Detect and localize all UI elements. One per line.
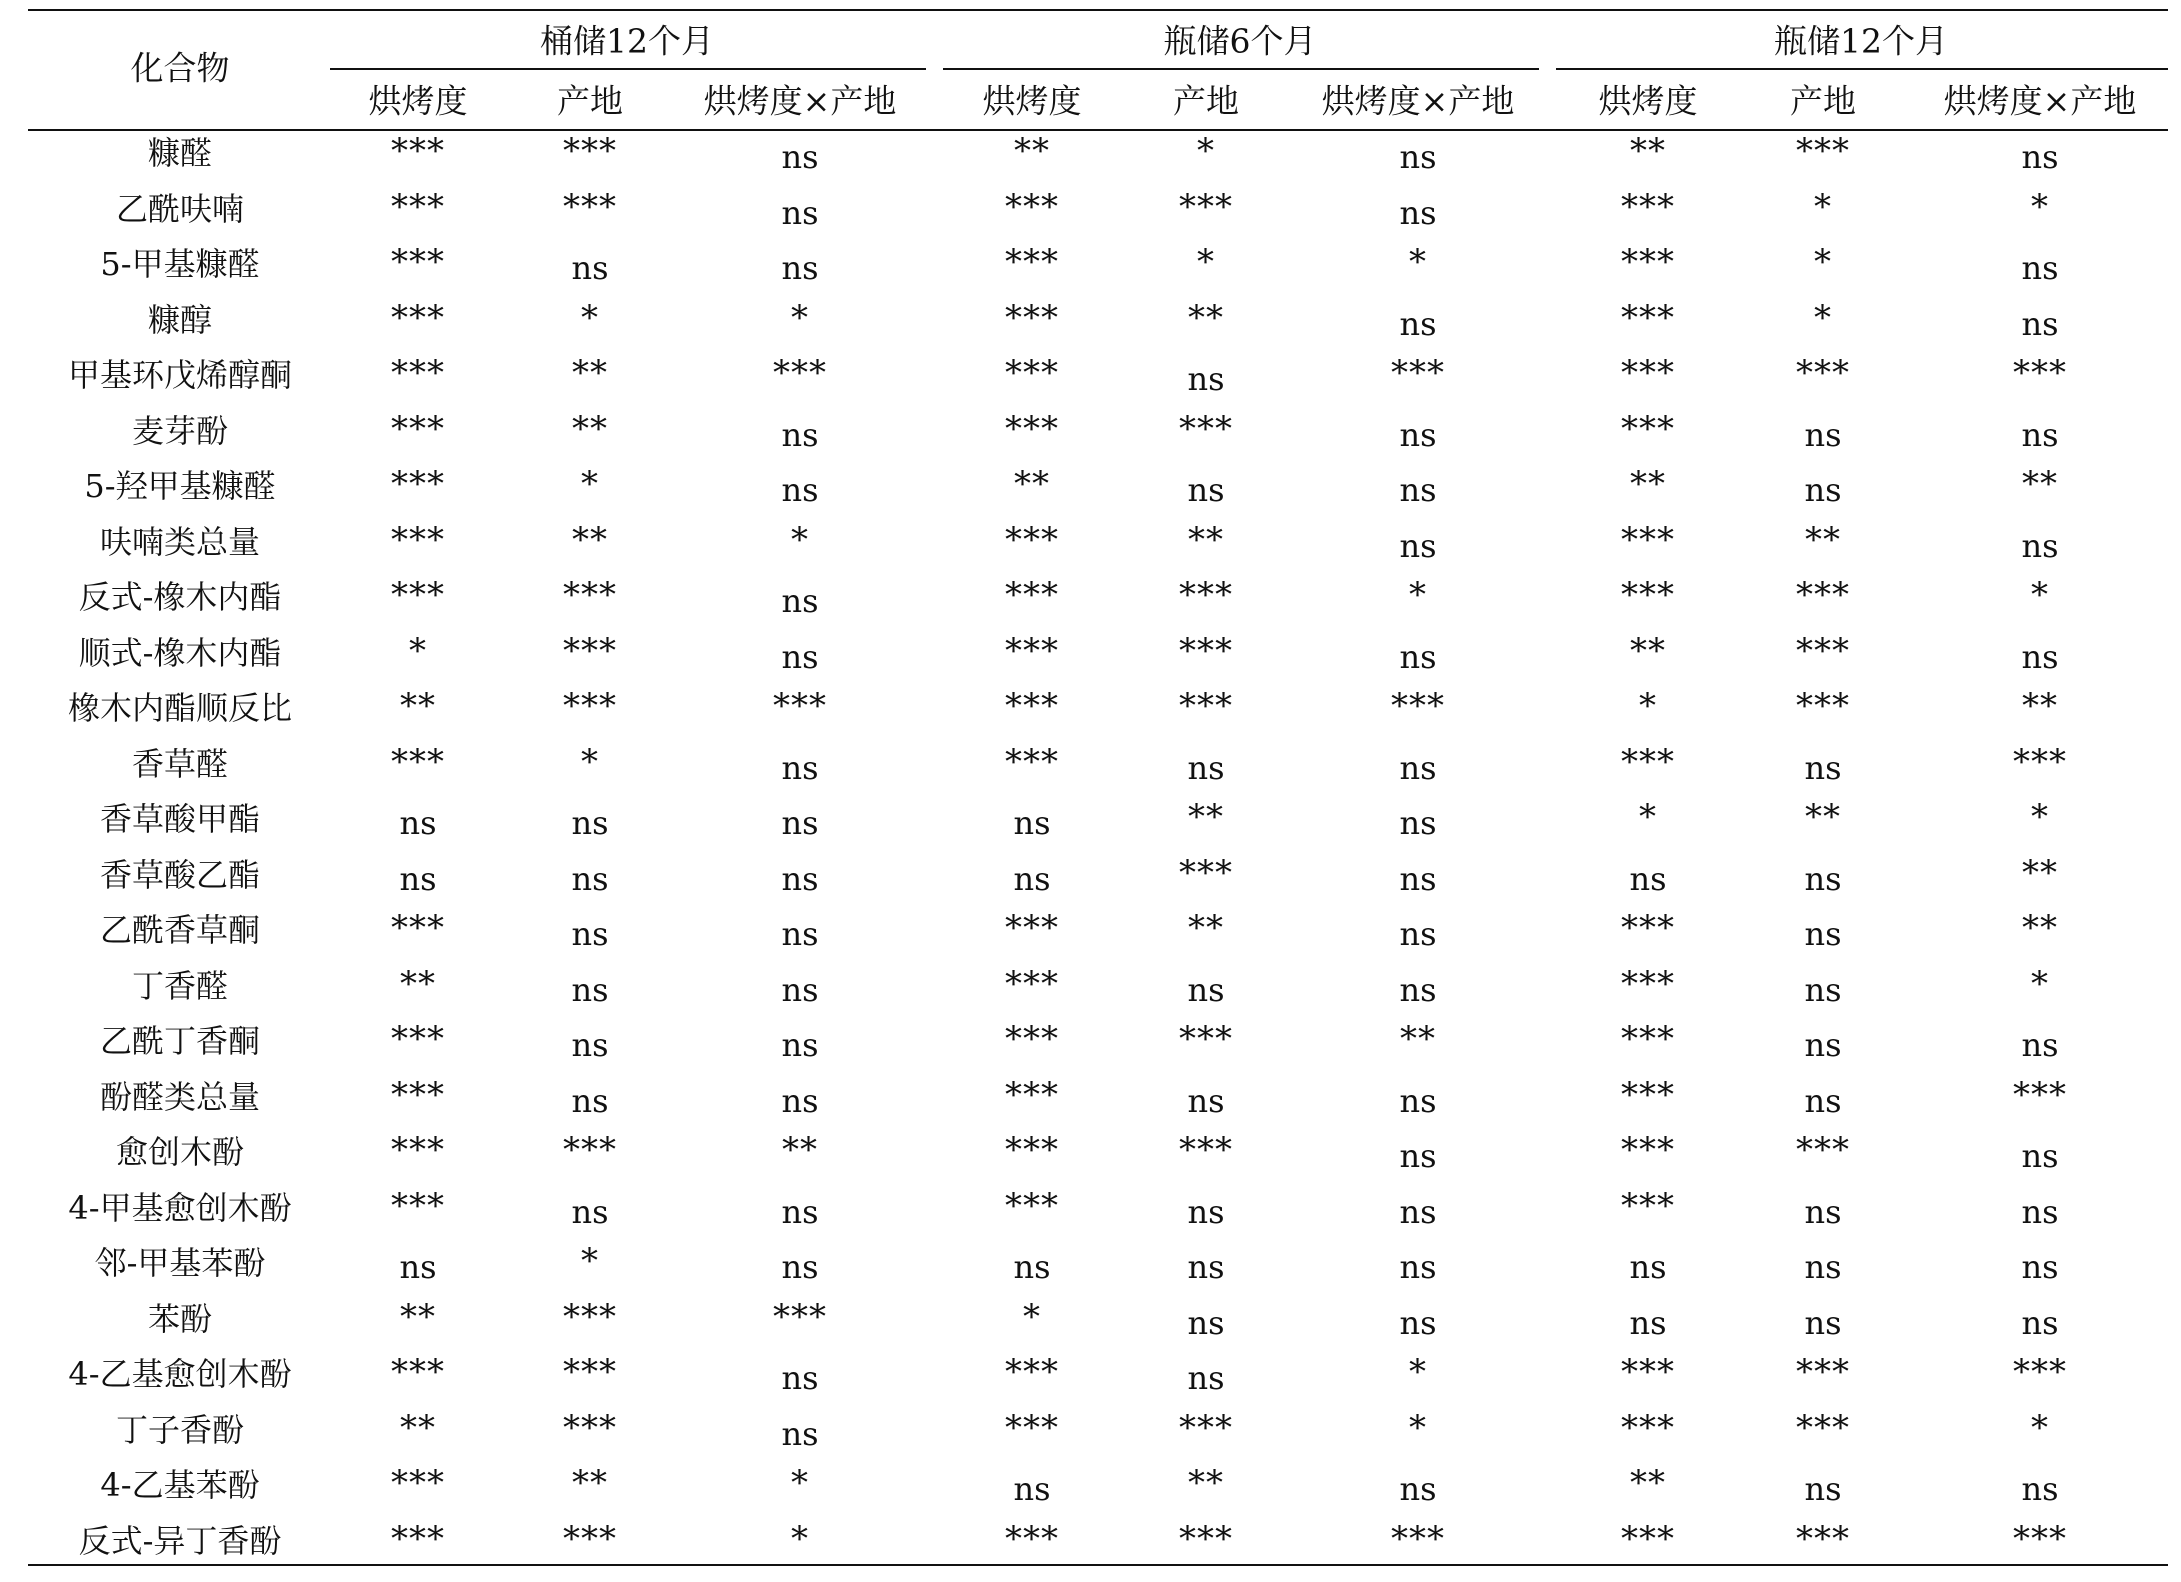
significance-cell: *: [2031, 963, 2049, 1004]
significance-cell: ns: [1804, 1470, 1842, 1508]
significance-cell: ns: [2021, 415, 2059, 454]
significance-cell: ns: [1187, 1192, 1225, 1231]
significance-cell: ns: [1399, 138, 1437, 176]
significance-cell: ns: [571, 1192, 609, 1231]
significance-cell: *: [1814, 242, 1832, 282]
significance-cell: ***: [1391, 353, 1445, 393]
significance-cell: **: [1630, 1463, 1666, 1503]
significance-cell: ns: [781, 915, 819, 953]
significance-cell: ns: [2021, 138, 2059, 176]
significance-cell: ns: [781, 1248, 819, 1286]
compound-name: 橡木内酯顺反比: [67, 689, 293, 727]
significance-cell: ***: [1005, 519, 1059, 560]
compound-name: 邻-甲基苯酚: [94, 1244, 266, 1282]
significance-cell: **: [1630, 131, 1666, 171]
significance-cell: ***: [1005, 1130, 1059, 1170]
significance-cell: ns: [1013, 859, 1051, 898]
significance-cell: ns: [1804, 748, 1842, 787]
significance-cell: ***: [391, 186, 445, 227]
subheader-origin: 产地: [557, 81, 623, 121]
significance-cell: ns: [1399, 415, 1437, 454]
significance-cell: ns: [1804, 859, 1842, 898]
significance-cell: ***: [391, 131, 445, 171]
significance-cell: ***: [391, 741, 445, 782]
significance-cell: ***: [1005, 1185, 1059, 1226]
significance-cell: **: [1014, 464, 1050, 504]
significance-cell: **: [400, 1296, 436, 1337]
compound-name: 酚醛类总量: [99, 1077, 261, 1116]
significance-cell: ***: [1005, 686, 1059, 726]
significance-cell: ns: [2021, 526, 2059, 565]
compound-name: 愈创木酚: [115, 1133, 245, 1171]
significance-cell: ***: [2013, 1074, 2067, 1115]
significance-cell: ***: [1621, 741, 1675, 782]
significance-cell: ***: [391, 464, 445, 504]
compound-name: 4-甲基愈创木酚: [68, 1188, 292, 1227]
significance-cell: *: [1639, 797, 1657, 837]
significance-cell: ns: [781, 637, 819, 676]
significance-cell: ***: [563, 575, 617, 615]
significance-cell: ns: [2021, 1137, 2059, 1175]
significance-cell: ***: [773, 353, 827, 393]
significance-cell: **: [572, 408, 608, 449]
significance-cell: ***: [1621, 297, 1675, 338]
significance-cell: ns: [1187, 471, 1225, 509]
significance-cell: *: [1409, 1407, 1427, 1448]
significance-cell: ***: [2013, 353, 2067, 393]
significance-cell: ***: [1796, 575, 1850, 615]
compound-name: 4-乙基愈创木酚: [68, 1355, 292, 1393]
significance-cell: ***: [563, 1130, 617, 1170]
significance-cell: ***: [391, 1463, 445, 1503]
compound-name: 反式-异丁香酚: [78, 1521, 282, 1560]
significance-cell: ***: [391, 1130, 445, 1170]
significance-cell: **: [1805, 519, 1841, 560]
significance-cell: ***: [1005, 575, 1059, 615]
significance-cell: *: [409, 630, 427, 671]
significance-cell: ns: [781, 471, 819, 509]
compound-name: 丁子香酚: [115, 1410, 245, 1449]
significance-cell: ***: [563, 630, 617, 671]
significance-cell: ***: [1005, 408, 1059, 449]
significance-cell: ***: [2013, 1518, 2067, 1559]
significance-cell: ns: [1399, 193, 1437, 232]
significance-cell: ***: [1621, 1352, 1675, 1392]
significance-cell: **: [400, 1407, 436, 1448]
significance-cell: ***: [391, 408, 445, 449]
significance-cell: ***: [391, 1185, 445, 1226]
significance-cell: ns: [2021, 1248, 2059, 1286]
significance-cell: **: [2022, 908, 2058, 948]
significance-cell: ***: [563, 686, 617, 726]
significance-cell: ***: [1796, 630, 1850, 671]
significance-cell: ns: [1629, 859, 1667, 898]
significance-cell: ns: [1399, 1303, 1437, 1342]
significance-cell: ns: [1187, 1248, 1225, 1286]
significance-cell: ***: [1179, 408, 1233, 449]
compound-name: 乙酰呋喃: [115, 189, 245, 228]
significance-cell: ns: [781, 1081, 819, 1120]
significance-cell: ns: [781, 970, 819, 1009]
compound-name: 香草酸甲酯: [99, 800, 261, 838]
significance-cell: ***: [1005, 1352, 1059, 1392]
significance-cell: ***: [1621, 1019, 1675, 1059]
significance-cell: *: [1814, 186, 1832, 227]
significance-cell: ***: [1179, 1518, 1233, 1559]
significance-cell: *: [1639, 686, 1657, 726]
significance-cell: ***: [1005, 1518, 1059, 1559]
significance-cell: ***: [1005, 1019, 1059, 1059]
significance-cell: ***: [1796, 1352, 1850, 1392]
significance-cell: *: [791, 1463, 809, 1503]
compound-name: 呋喃类总量: [99, 522, 261, 561]
compound-name: 顺式-橡木内酯: [78, 633, 282, 672]
compound-name: 糠醇: [147, 300, 213, 339]
significance-cell: ***: [773, 1296, 827, 1337]
significance-cell: ns: [2021, 1026, 2059, 1064]
significance-cell: ns: [1804, 1081, 1842, 1120]
significance-cell: ***: [1005, 242, 1059, 282]
significance-cell: ***: [1621, 519, 1675, 560]
significance-cell: **: [2022, 686, 2058, 726]
significance-cell: ***: [1621, 1185, 1675, 1226]
significance-cell: ns: [571, 1026, 609, 1064]
significance-cell: ns: [2021, 1192, 2059, 1231]
significance-cell: ***: [563, 1296, 617, 1337]
significance-cell: ns: [781, 748, 819, 787]
significance-cell: *: [2031, 186, 2049, 227]
significance-cell: ***: [1005, 963, 1059, 1004]
subheader-origin: 产地: [1173, 81, 1239, 121]
compound-name: 乙酰香草酮: [99, 911, 261, 949]
significance-cell: ns: [571, 249, 609, 287]
significance-cell: ns: [1399, 1137, 1437, 1175]
significance-cell: *: [1197, 242, 1215, 282]
significance-cell: ns: [2021, 304, 2059, 343]
significance-cell: *: [581, 464, 599, 504]
significance-cell: ns: [571, 1081, 609, 1120]
significance-cell: ***: [391, 1352, 445, 1392]
significance-cell: **: [2022, 464, 2058, 504]
significance-cell: ns: [781, 138, 819, 176]
significance-cell: ns: [1804, 1248, 1842, 1286]
significance-cell: *: [581, 297, 599, 338]
significance-cell: **: [572, 519, 608, 560]
significance-cell: ns: [2021, 1303, 2059, 1342]
significance-cell: ns: [781, 1359, 819, 1397]
bottom-rule: [28, 1564, 2168, 1566]
subheader-roast: 烘烤度: [1598, 81, 1698, 121]
significance-cell: ns: [1399, 1470, 1437, 1508]
significance-cell: ns: [1399, 859, 1437, 898]
significance-cell: ***: [1621, 963, 1675, 1004]
significance-cell: ns: [399, 1248, 437, 1286]
significance-cell: **: [572, 1463, 608, 1503]
compound-name: 5-羟甲基糠醛: [84, 467, 276, 505]
significance-cell: ns: [571, 804, 609, 842]
significance-cell: ***: [1621, 1407, 1675, 1448]
significance-cell: **: [1630, 464, 1666, 504]
significance-cell: ***: [1796, 131, 1850, 171]
significance-cell: ***: [391, 1518, 445, 1559]
significance-cell: ns: [399, 804, 437, 842]
significance-cell: ns: [1804, 915, 1842, 953]
significance-cell: **: [572, 353, 608, 393]
significance-cell: ns: [1399, 1192, 1437, 1231]
significance-cell: ns: [2021, 249, 2059, 287]
significance-cell: **: [1188, 519, 1224, 560]
significance-cell: ***: [1005, 1074, 1059, 1115]
significance-cell: ***: [391, 519, 445, 560]
subheader-roast-x-origin: 烘烤度×产地: [703, 81, 897, 121]
significance-cell: ***: [1005, 297, 1059, 338]
significance-cell: ***: [773, 686, 827, 726]
significance-cell: **: [782, 1130, 818, 1170]
compound-name: 香草醛: [131, 744, 229, 783]
significance-cell: ***: [1796, 353, 1850, 393]
significance-cell: ns: [781, 249, 819, 287]
significance-cell: *: [1409, 242, 1427, 282]
significance-cell: ns: [1187, 1303, 1225, 1342]
significance-cell: ns: [1804, 970, 1842, 1009]
compound-name: 麦芽酚: [131, 411, 229, 450]
significance-cell: **: [1805, 797, 1841, 837]
significance-cell: ns: [1187, 748, 1225, 787]
significance-cell: ns: [1399, 804, 1437, 842]
subheader-roast-x-origin: 烘烤度×产地: [1321, 81, 1515, 121]
significance-cell: **: [1188, 908, 1224, 948]
significance-cell: ***: [391, 908, 445, 948]
significance-cell: ns: [1629, 1303, 1667, 1342]
significance-cell: ns: [1013, 1470, 1051, 1508]
compound-name: 反式-橡木内酯: [78, 578, 282, 616]
significance-cell: ***: [1005, 741, 1059, 782]
significance-cell: ns: [1804, 471, 1842, 509]
significance-cell: ***: [563, 1518, 617, 1559]
significance-cell: ***: [1179, 852, 1233, 893]
significance-cell: ***: [1005, 908, 1059, 948]
compound-name: 乙酰丁香酮: [99, 1022, 261, 1060]
significance-cell: ***: [563, 186, 617, 227]
significance-cell: ns: [2021, 1470, 2059, 1508]
significance-cell: **: [400, 963, 436, 1004]
significance-cell: ***: [1796, 686, 1850, 726]
significance-cell: ***: [391, 575, 445, 615]
subheader-origin: 产地: [1790, 81, 1856, 121]
compound-header: 化合物: [130, 48, 230, 88]
significance-cell: **: [400, 686, 436, 726]
compound-name: 丁香醛: [131, 966, 229, 1005]
significance-cell: ns: [571, 970, 609, 1009]
significance-cell: ***: [1005, 353, 1059, 393]
significance-cell: ***: [1621, 186, 1675, 227]
group-rule-1: [330, 68, 926, 70]
significance-cell: ***: [1621, 908, 1675, 948]
significance-cell: ns: [2021, 637, 2059, 676]
significance-cell: ***: [1796, 1130, 1850, 1170]
compound-name: 甲基环戊烯醇酮: [67, 356, 293, 394]
significance-cell: *: [2031, 575, 2049, 615]
compound-name: 糠醛: [147, 134, 213, 172]
significance-cell: ns: [1804, 1303, 1842, 1342]
significance-cell: ***: [1179, 186, 1233, 227]
significance-cell: ***: [1621, 1518, 1675, 1559]
significance-cell: ns: [1187, 970, 1225, 1009]
significance-cell: ns: [781, 804, 819, 842]
significance-cell: *: [2031, 1407, 2049, 1448]
significance-cell: *: [1197, 131, 1215, 171]
group-rule-3: [1556, 68, 2168, 70]
significance-cell: ***: [1796, 1518, 1850, 1559]
subheader-roast-x-origin: 烘烤度×产地: [1943, 81, 2137, 121]
significance-cell: ns: [1399, 748, 1437, 787]
significance-cell: ns: [1187, 1359, 1225, 1397]
significance-cell: ns: [1187, 360, 1225, 398]
significance-cell: ns: [1399, 526, 1437, 565]
significance-cell: ns: [781, 415, 819, 454]
significance-cell: *: [791, 519, 809, 560]
significance-cell: ***: [2013, 1352, 2067, 1392]
subheader-roast: 烘烤度: [368, 81, 468, 121]
significance-cell: ***: [1391, 1518, 1445, 1559]
significance-cell: ***: [563, 131, 617, 171]
significance-cell: *: [1409, 575, 1427, 615]
significance-cell: ns: [1629, 1248, 1667, 1286]
significance-cell: ***: [1179, 1019, 1233, 1059]
significance-cell: **: [1630, 630, 1666, 671]
significance-cell: ns: [781, 1414, 819, 1453]
significance-cell: ns: [1013, 1248, 1051, 1286]
significance-cell: ***: [1621, 575, 1675, 615]
compound-name: 苯酚: [147, 1299, 213, 1338]
significance-cell: ns: [781, 1026, 819, 1064]
significance-cell: **: [1188, 297, 1224, 338]
significance-cell: ns: [399, 859, 437, 898]
significance-cell: *: [2031, 797, 2049, 837]
significance-cell: ***: [1179, 1407, 1233, 1448]
significance-cell: *: [791, 297, 809, 338]
significance-cell: **: [1188, 1463, 1224, 1503]
significance-cell: *: [581, 1241, 599, 1281]
group-rule-2: [943, 68, 1539, 70]
significance-cell: ***: [391, 1019, 445, 1059]
group-header-bottle-12m: 瓶储12个月: [1774, 21, 1948, 61]
significance-cell: ns: [781, 582, 819, 620]
significance-cell: *: [1023, 1296, 1041, 1337]
compound-name: 4-乙基苯酚: [100, 1466, 260, 1504]
significance-cell: ns: [571, 859, 609, 898]
significance-cell: ns: [571, 915, 609, 953]
significance-cell: *: [791, 1518, 809, 1559]
group-header-bottle-6m: 瓶储6个月: [1163, 21, 1317, 61]
significance-cell: ***: [391, 1074, 445, 1115]
significance-cell: **: [2022, 852, 2058, 893]
significance-cell: ns: [1399, 637, 1437, 676]
significance-cell: **: [1188, 797, 1224, 837]
significance-cell: ***: [1005, 630, 1059, 671]
significance-cell: ***: [1621, 353, 1675, 393]
significance-cell: ***: [1621, 242, 1675, 282]
compound-name: 5-甲基糠醛: [100, 245, 260, 283]
significance-cell: *: [581, 741, 599, 782]
significance-cell: ***: [391, 297, 445, 338]
subheader-roast: 烘烤度: [982, 81, 1082, 121]
significance-cell: ns: [1804, 1026, 1842, 1064]
significance-cell: ns: [781, 1192, 819, 1231]
significance-cell: ns: [1013, 804, 1051, 842]
significance-cell: ns: [1399, 471, 1437, 509]
significance-cell: ***: [1179, 1130, 1233, 1170]
compound-name: 香草酸乙酯: [99, 855, 261, 894]
significance-cell: **: [1014, 131, 1050, 171]
significance-cell: ns: [781, 193, 819, 232]
significance-cell: ns: [1187, 1081, 1225, 1120]
significance-cell: ***: [1005, 186, 1059, 227]
significance-cell: ns: [1399, 1081, 1437, 1120]
significance-cell: ***: [2013, 741, 2067, 782]
significance-cell: **: [1400, 1019, 1436, 1059]
significance-cell: ns: [1804, 415, 1842, 454]
significance-cell: ***: [391, 353, 445, 393]
significance-cell: ns: [1399, 304, 1437, 343]
significance-cell: ***: [1796, 1407, 1850, 1448]
significance-cell: *: [1814, 297, 1832, 338]
significance-cell: ***: [1621, 1074, 1675, 1115]
significance-cell: ***: [1179, 630, 1233, 671]
group-header-barrel-12m: 桶储12个月: [540, 21, 714, 61]
significance-cell: ***: [1179, 575, 1233, 615]
significance-cell: ***: [1005, 1407, 1059, 1448]
top-rule: [28, 9, 2168, 11]
significance-cell: ***: [1621, 408, 1675, 449]
significance-cell: ns: [781, 859, 819, 898]
significance-cell: *: [1409, 1352, 1427, 1392]
significance-cell: ***: [563, 1352, 617, 1392]
significance-cell: ns: [1399, 970, 1437, 1009]
significance-cell: ns: [1399, 915, 1437, 953]
significance-cell: ***: [1621, 1130, 1675, 1170]
significance-cell: ***: [1391, 686, 1445, 726]
significance-cell: ***: [391, 242, 445, 282]
significance-cell: ns: [1804, 1192, 1842, 1231]
significance-cell: ***: [1179, 686, 1233, 726]
significance-cell: ***: [563, 1407, 617, 1448]
significance-cell: ns: [1399, 1248, 1437, 1286]
